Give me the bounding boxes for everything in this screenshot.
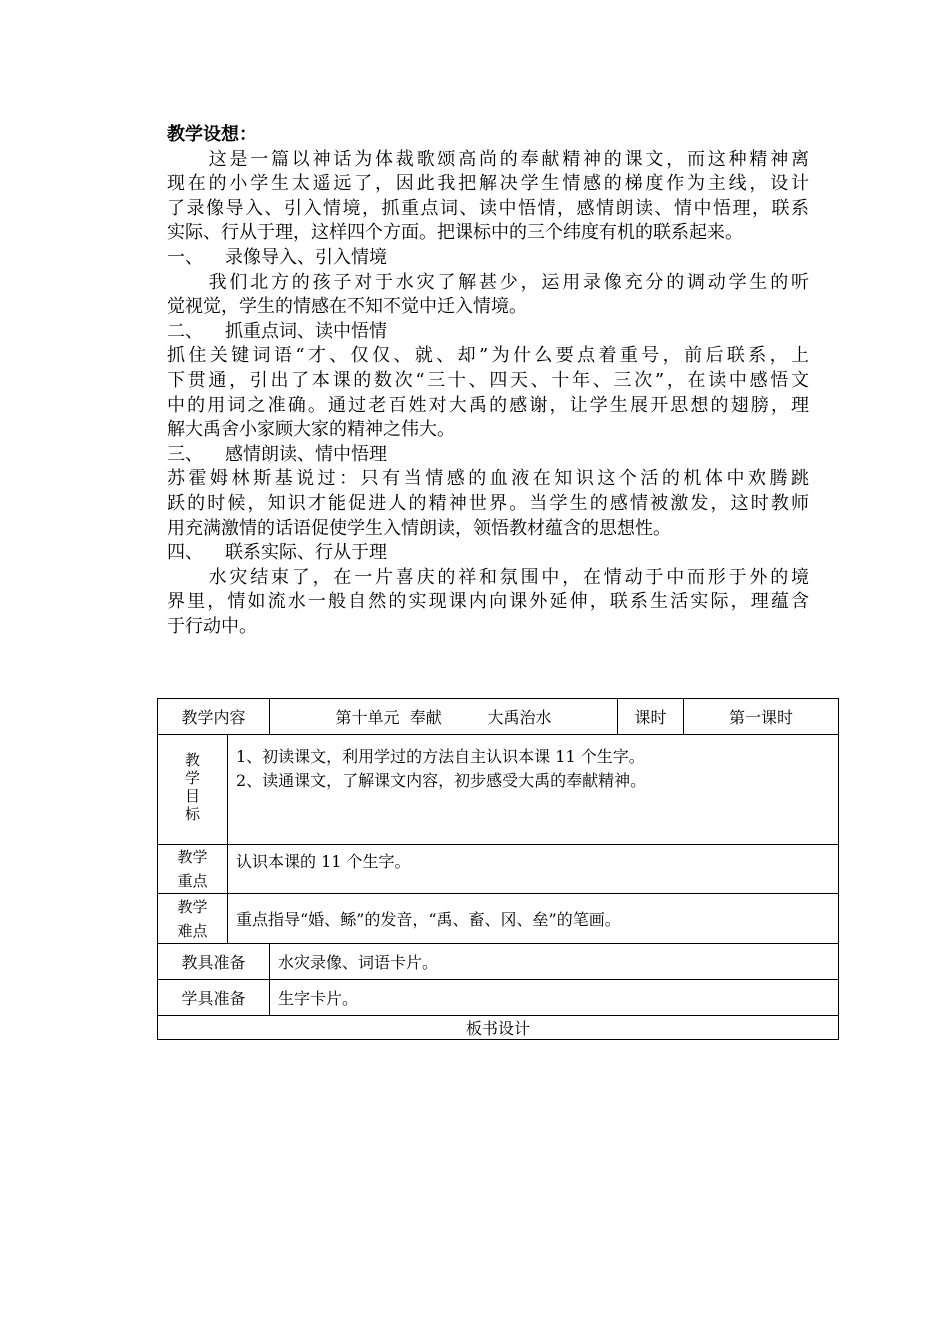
tools-value: 水灾录像、词语卡片。 <box>270 944 839 980</box>
paragraph-line: 下贯通，引出了本课的数次“三十、四天、十年、三次”，在读中感悟文 <box>167 369 809 391</box>
paragraph-line: 抓住关键词语“才、仅仅、就、却”为什么要点着重号，前后联系，上 <box>167 345 809 367</box>
difficulty-label-line: 难点 <box>177 921 208 940</box>
section-number: 四、 <box>167 542 203 564</box>
goal-item: 2、读通课文，了解课文内容，初步感受大禹的奉献精神。 <box>236 771 647 790</box>
goals-label-char: 标 <box>184 805 200 823</box>
section-heading-text: 录像导入、引入情境 <box>225 246 387 268</box>
paragraph-line: 于行动中。 <box>167 615 257 637</box>
teaching-design-section <box>167 123 809 639</box>
content-value: 第十单元 奉献 大禹治水 <box>270 699 618 735</box>
key-points-value: 认识本课的 11 个生字。 <box>228 845 839 894</box>
paragraph-line: 界里，情如流水一般自然的实现课内向课外延伸，联系生活实际，理蕴含 <box>167 591 809 613</box>
section-heading-4 <box>167 541 809 566</box>
section-number: 二、 <box>167 320 203 342</box>
section-heading-text: 感情朗读、情中悟理 <box>225 443 387 465</box>
paragraph-line: 我们北方的孩子对于水灾了解甚少，运用录像充分的调动学生的听 <box>167 271 809 293</box>
section-number: 三、 <box>167 443 203 465</box>
table-row <box>158 944 839 980</box>
lesson-plan-table <box>157 698 839 1040</box>
key-points-label-line: 重点 <box>177 872 208 890</box>
paragraph-line: 用充满激情的话语促使学生入情朗读，领悟教材蕴含的思想性。 <box>167 517 671 539</box>
table-row <box>158 735 839 845</box>
key-points-label-line: 教学 <box>177 848 208 866</box>
intro-line: 这是一篇以神话为体裁歌颂高尚的奉献精神的课文，而这种精神离 <box>167 148 809 170</box>
tools-label: 教具准备 <box>158 944 270 980</box>
period-value: 第一课时 <box>684 699 839 735</box>
difficulty-value: 重点指导“婚、鲧”的发音，“禹、畜、冈、垒”的笔画。 <box>228 894 839 944</box>
content-label: 教学内容 <box>158 699 270 735</box>
goals-label-char: 学 <box>184 769 200 787</box>
table-row <box>158 980 839 1016</box>
intro-line: 了录像导入、引入情境，抓重点词、读中悟情，感情朗读、情中悟理，联系 <box>167 197 809 219</box>
paragraph-line: 苏霍姆林斯基说过：只有当情感的血液在知识这个活的机体中欢腾跳 <box>167 468 809 490</box>
student-tools-value: 生字卡片。 <box>270 980 839 1016</box>
table-row <box>158 1016 839 1040</box>
goals-label <box>158 735 228 845</box>
goal-item: 1、初读课文，利用学过的方法自主认识本课 11 个生字。 <box>236 747 645 766</box>
student-tools-label: 学具准备 <box>158 980 270 1016</box>
paragraph-line: 觉视觉，学生的情感在不知不觉中迁入情境。 <box>167 296 527 318</box>
board-design-label: 板书设计 <box>158 1016 839 1040</box>
goals-value <box>228 735 839 845</box>
section-heading-1 <box>167 246 809 271</box>
table-row <box>158 894 839 944</box>
table-row <box>158 699 839 735</box>
goals-label-char: 目 <box>184 787 200 805</box>
section-heading-3 <box>167 443 809 468</box>
difficulty-label <box>158 894 228 944</box>
table-row <box>158 845 839 894</box>
section-heading-text: 抓重点词、读中悟情 <box>225 320 387 342</box>
paragraph-line: 中的用词之准确。通过老百姓对大禹的感谢，让学生展开思想的翅膀，理 <box>167 394 809 416</box>
paragraph-line: 跃的时候，知识才能促进人的精神世界。当学生的感情被激发，这时教师 <box>167 492 809 514</box>
paragraph-line: 水灾结束了，在一片喜庆的祥和氛围中，在情动于中而形于外的境 <box>167 566 809 588</box>
period-label: 课时 <box>618 699 684 735</box>
paragraph-line: 解大禹舍小家顾大家的精神之伟大。 <box>167 419 455 441</box>
section-heading-text: 联系实际、行从于理 <box>225 542 387 564</box>
goals-label-char: 教 <box>184 751 200 769</box>
key-points-label <box>158 845 228 894</box>
section-number: 一、 <box>167 246 203 268</box>
section-heading-2 <box>167 320 809 345</box>
section-title: 教学设想： <box>167 124 257 145</box>
difficulty-label-line: 教学 <box>177 897 208 916</box>
intro-line: 现在的小学生太遥远了，因此我把解决学生情感的梯度作为主线，设计 <box>167 173 809 195</box>
intro-line: 实际、行从于理，这样四个方面。把课标中的三个纬度有机的联系起来。 <box>167 222 743 244</box>
